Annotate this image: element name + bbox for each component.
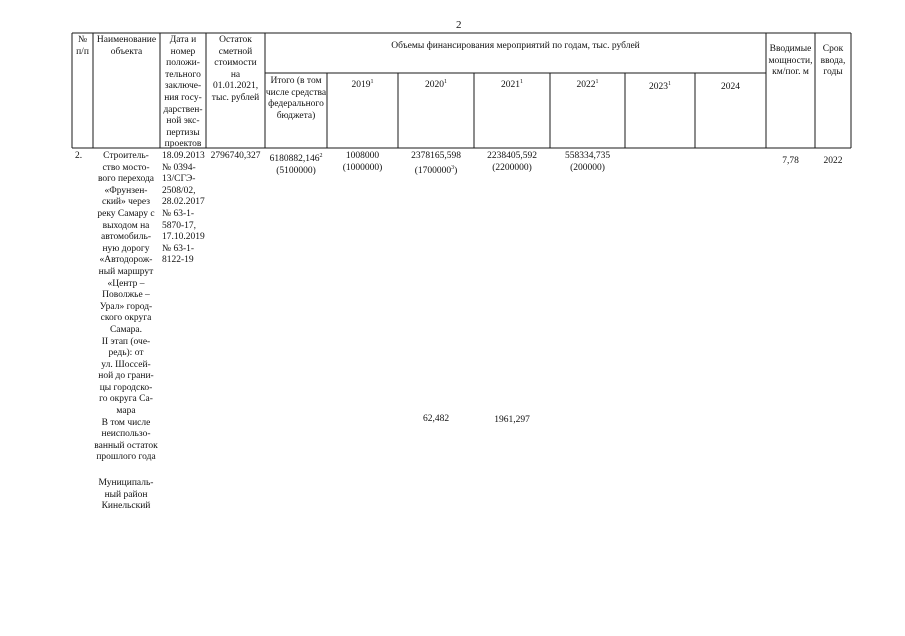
row-2019: 1008000 (1000000) [342, 151, 383, 173]
section-title: Муниципаль- ный район Кинельский [98, 478, 154, 512]
header-year-2023: 2023$^1$ [649, 81, 671, 93]
row-2021: 2238405,592 (2200000) [487, 151, 537, 173]
row-num: 2. [75, 151, 83, 161]
header-num: № п/п [76, 35, 89, 57]
row-leftover-2021: 1961,297 [494, 415, 530, 425]
header-year-2020: 2020$^1$ [425, 79, 447, 91]
header-year-2019: 2019$^1$ [351, 79, 374, 91]
row-leftover-2020: 62,482 [422, 414, 450, 424]
row-balance: 2796740,327 [210, 151, 261, 161]
row-capacity: 7,78 [782, 156, 799, 166]
row-expertise-date: 18.09.2013 № 0394- 13/СГЭ- 2508/02, 28.02.2017 № 63-1- 5870-17, 17.10.2019 № 63-1- 8122-19 [162, 151, 205, 266]
row-2022: 558334,735 (200000) [564, 151, 611, 173]
page-number: 2 [456, 19, 462, 31]
header-term: Срок ввода, годы [820, 44, 846, 78]
row-total: 6180882,146$^2$ (5100000) [269, 153, 323, 176]
header-name: Наименование объекта [96, 35, 157, 57]
header-year-2022: 2022$^1$ [576, 79, 599, 91]
row-term: 2022 [823, 156, 843, 166]
row-2020: 2378165,598 (1700000$^3$) [411, 151, 461, 176]
header-balance: Остаток сметной стоимости на 01.01.2021, тыс. рублей [211, 35, 260, 103]
header-total: Итого (в том числе средства федерального бюджета) [265, 76, 327, 121]
row-object-name: Строитель- ство мосто- вого перехода «Фрунзен- ский» через реку Самару с выходом на автомобиль- ную дорогу «Автодорож- ный маршрут «Центр – Поволжье – Урал» город- ского округа Самара. II этап (оче- редь): от ул. Шоссей- ной до грани- цы городско- го округа Са- мара В том числе неиспользо- ванный остаток прошлого года [94, 151, 158, 463]
header-capacity: Вводимые мощности, км/пог. м [768, 44, 813, 78]
header-year-2021: 2021$^1$ [501, 79, 523, 91]
header-financing: Объемы финансирования мероприятий по годам, тыс. рублей [391, 41, 640, 51]
header-year-2024: 2024 [721, 82, 740, 92]
header-date: Дата и номер положи- тельного заключе- ния госу- дарствен- ной экс- пертизы проектов [163, 35, 203, 150]
